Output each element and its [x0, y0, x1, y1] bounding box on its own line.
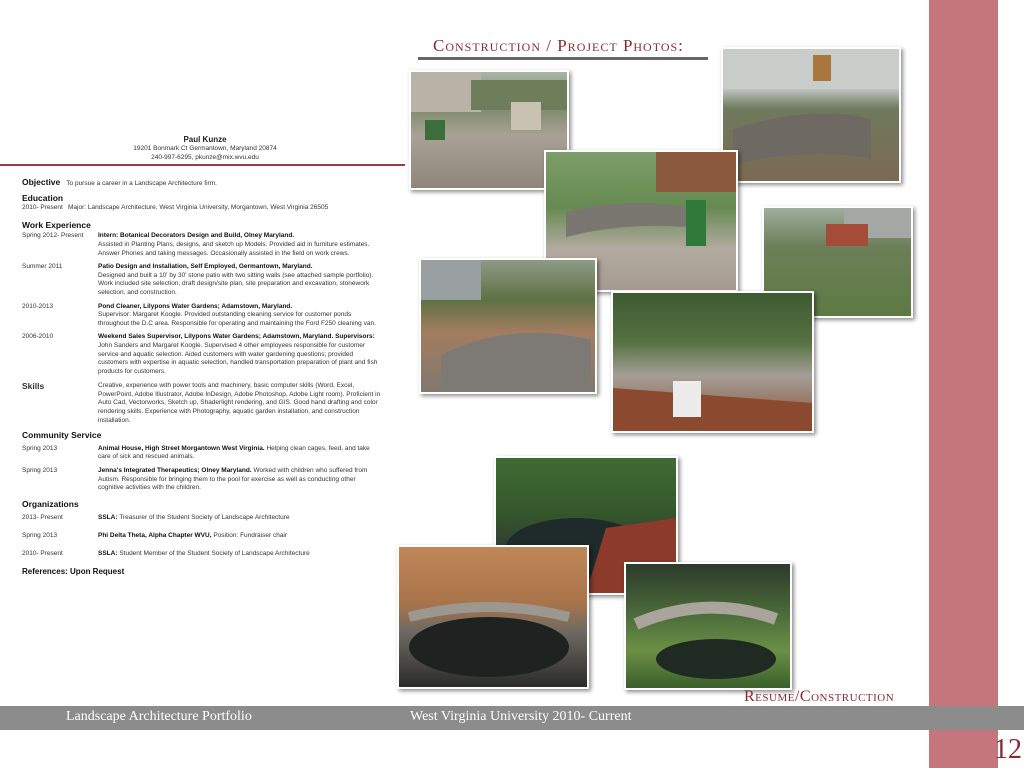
photos-title: Construction / Project Photos: — [433, 36, 684, 55]
work-desc: Supervisor: Margaret Koogle. Provided outstanding cleaning service for customer ponds throughout the D.C area. Responsible for operating and maintaining the Ford F250 cleaning van. — [98, 311, 376, 327]
skills-text: Creative, experience with power tools and machinery, basic computer skills (Word, Excel, PowerPoint, Adobe Illustrator, Adobe InDesign, Adobe Photoshop, Adobe Light room). Proficient in Auto Cad, Vectorworks, Sketch up, Shaderlight rendering, and GIS. Good hand drafting and color rendering skills. Experience with Photography, aquatic garden installation, and construction installation. — [98, 382, 381, 424]
resume-construction-label: Resume/Construction — [744, 688, 895, 705]
community-title: Jenna's Integrated Therapeutics; Olney Maryland. — [98, 467, 252, 475]
organization-date: 2010- Present — [22, 549, 63, 557]
photo-lily-pond — [624, 562, 792, 690]
work-title: Pond Cleaner, Lilypons Water Gardens; Adamstown, Maryland. — [98, 302, 293, 310]
work-title: Intern: Botanical Decorators Design and Build, Olney Maryland. — [98, 232, 295, 240]
photo-deck-paver-patio — [611, 291, 814, 433]
organization-desc: Student Member of the Student Society of Landscape Architecture — [119, 549, 310, 557]
education-date: 2010- Present — [22, 204, 63, 212]
footer-university: West Virginia University 2010- Current — [410, 709, 632, 724]
community-date: Spring 2013 — [22, 467, 58, 475]
references: References: Upon Request — [22, 567, 125, 577]
education-text: Major: Landscape Architecture. West Virginia University, Morgantown, West Virginia 26505 — [68, 204, 329, 212]
organization-item — [22, 532, 382, 541]
work-item — [22, 232, 382, 258]
work-title: Weekend Sales Supervisor, Lilypons Water Gardens; Adamstown, Maryland. Supervisors: — [98, 333, 375, 341]
work-date: Spring 2012- Present — [22, 232, 84, 240]
community-heading: Community Service — [22, 430, 102, 441]
objective-heading: Objective — [22, 177, 61, 187]
work-heading: Work Experience — [22, 219, 91, 230]
work-item — [22, 333, 382, 376]
objective-text: To pursue a career in a Landscape Architecture firm. — [66, 180, 217, 187]
deck-patio-graphic — [613, 293, 812, 431]
skills-heading: Skills — [22, 381, 45, 392]
photo-fenced-pond — [397, 545, 589, 689]
page-number: 12 — [994, 734, 1022, 765]
community-title: Animal House, High Street Morgantown West Virginia. — [98, 444, 265, 452]
work-date: 2010-2013 — [22, 302, 54, 310]
work-item — [22, 263, 382, 297]
work-date: 2006-2010 — [22, 333, 54, 341]
organization-item — [22, 514, 382, 523]
resume-contact: 240-997-6295, pkunze@mix.wvu.edu — [151, 154, 259, 161]
community-date: Spring 2013 — [22, 444, 58, 452]
community-desc: Helping clean cages, feed, and take care of sick and rescued animals. — [98, 444, 370, 461]
community-item — [22, 467, 382, 493]
photo-curved-seat-wall — [721, 47, 901, 183]
header-divider — [0, 164, 405, 166]
work-desc: John Sanders and Margaret Koogle. Supervised 4 other employees responsible for customer service and aquatic selection. Aided customers with water gardening questions; provided customers with expertise in aquatic selection, handled transportation preparation of plant and fish products for customers. — [98, 341, 378, 375]
organizations-heading: Organizations — [22, 498, 79, 509]
organization-item — [22, 550, 382, 559]
fenced-pond-graphic — [399, 547, 587, 687]
lily-pond-graphic — [626, 564, 790, 688]
resume-address: 19201 Bonmark Ct Germantown, Maryland 20874 — [133, 145, 277, 152]
work-title: Patio Design and Installation, Self Employed, Germantown, Maryland. — [98, 263, 313, 271]
seat-wall-graphic — [723, 49, 899, 181]
work-date: Summer 2011 — [22, 263, 63, 271]
organization-desc: Treasurer of the Student Society of Landscape Architecture — [119, 514, 290, 522]
community-desc: Worked with children who suffered from Autism. Responsible for bringing them to the pool for exercise as well as conducting other cognitive activities with the children. — [98, 467, 368, 492]
resume-body — [22, 178, 382, 577]
work-desc: Designed and built a 10' by 30' stone patio with two sitting walls (see attached sample portfolio). Work included site selection, draft design/site plan, site preparation and excavation, stonework selection, and construction. — [98, 271, 374, 296]
organization-date: Spring 2013 — [22, 532, 58, 539]
organization-date: 2013- Present — [22, 514, 63, 522]
work-desc: Assisted in Planting Plans, designs, and sketch up Models. Provided aid in furniture estimates. Answer Phones and taking messages. Occasionally assisted in the field on work crews. — [98, 240, 370, 257]
footer-portfolio-title: Landscape Architecture Portfolio — [66, 709, 252, 724]
organization-title: SSLA: — [98, 549, 118, 557]
work-item — [22, 303, 382, 329]
right-accent-band — [929, 0, 998, 768]
organization-desc: Position: Fundraiser chair — [213, 532, 288, 539]
resume-name: Paul Kunze — [183, 135, 227, 144]
education-row — [22, 204, 382, 213]
photo-stone-patio-wall — [419, 258, 597, 394]
education-heading: Education — [22, 192, 64, 203]
objective-row — [22, 178, 382, 189]
stone-wall-graphic — [421, 260, 595, 392]
organization-title: SSLA: — [98, 514, 118, 522]
organization-title: Phi Delta Theta, Alpha Chapter WVU, — [98, 532, 212, 539]
photos-title-underline — [418, 57, 708, 60]
community-item — [22, 445, 382, 462]
skills-row — [22, 382, 382, 425]
resume-header — [0, 135, 410, 162]
